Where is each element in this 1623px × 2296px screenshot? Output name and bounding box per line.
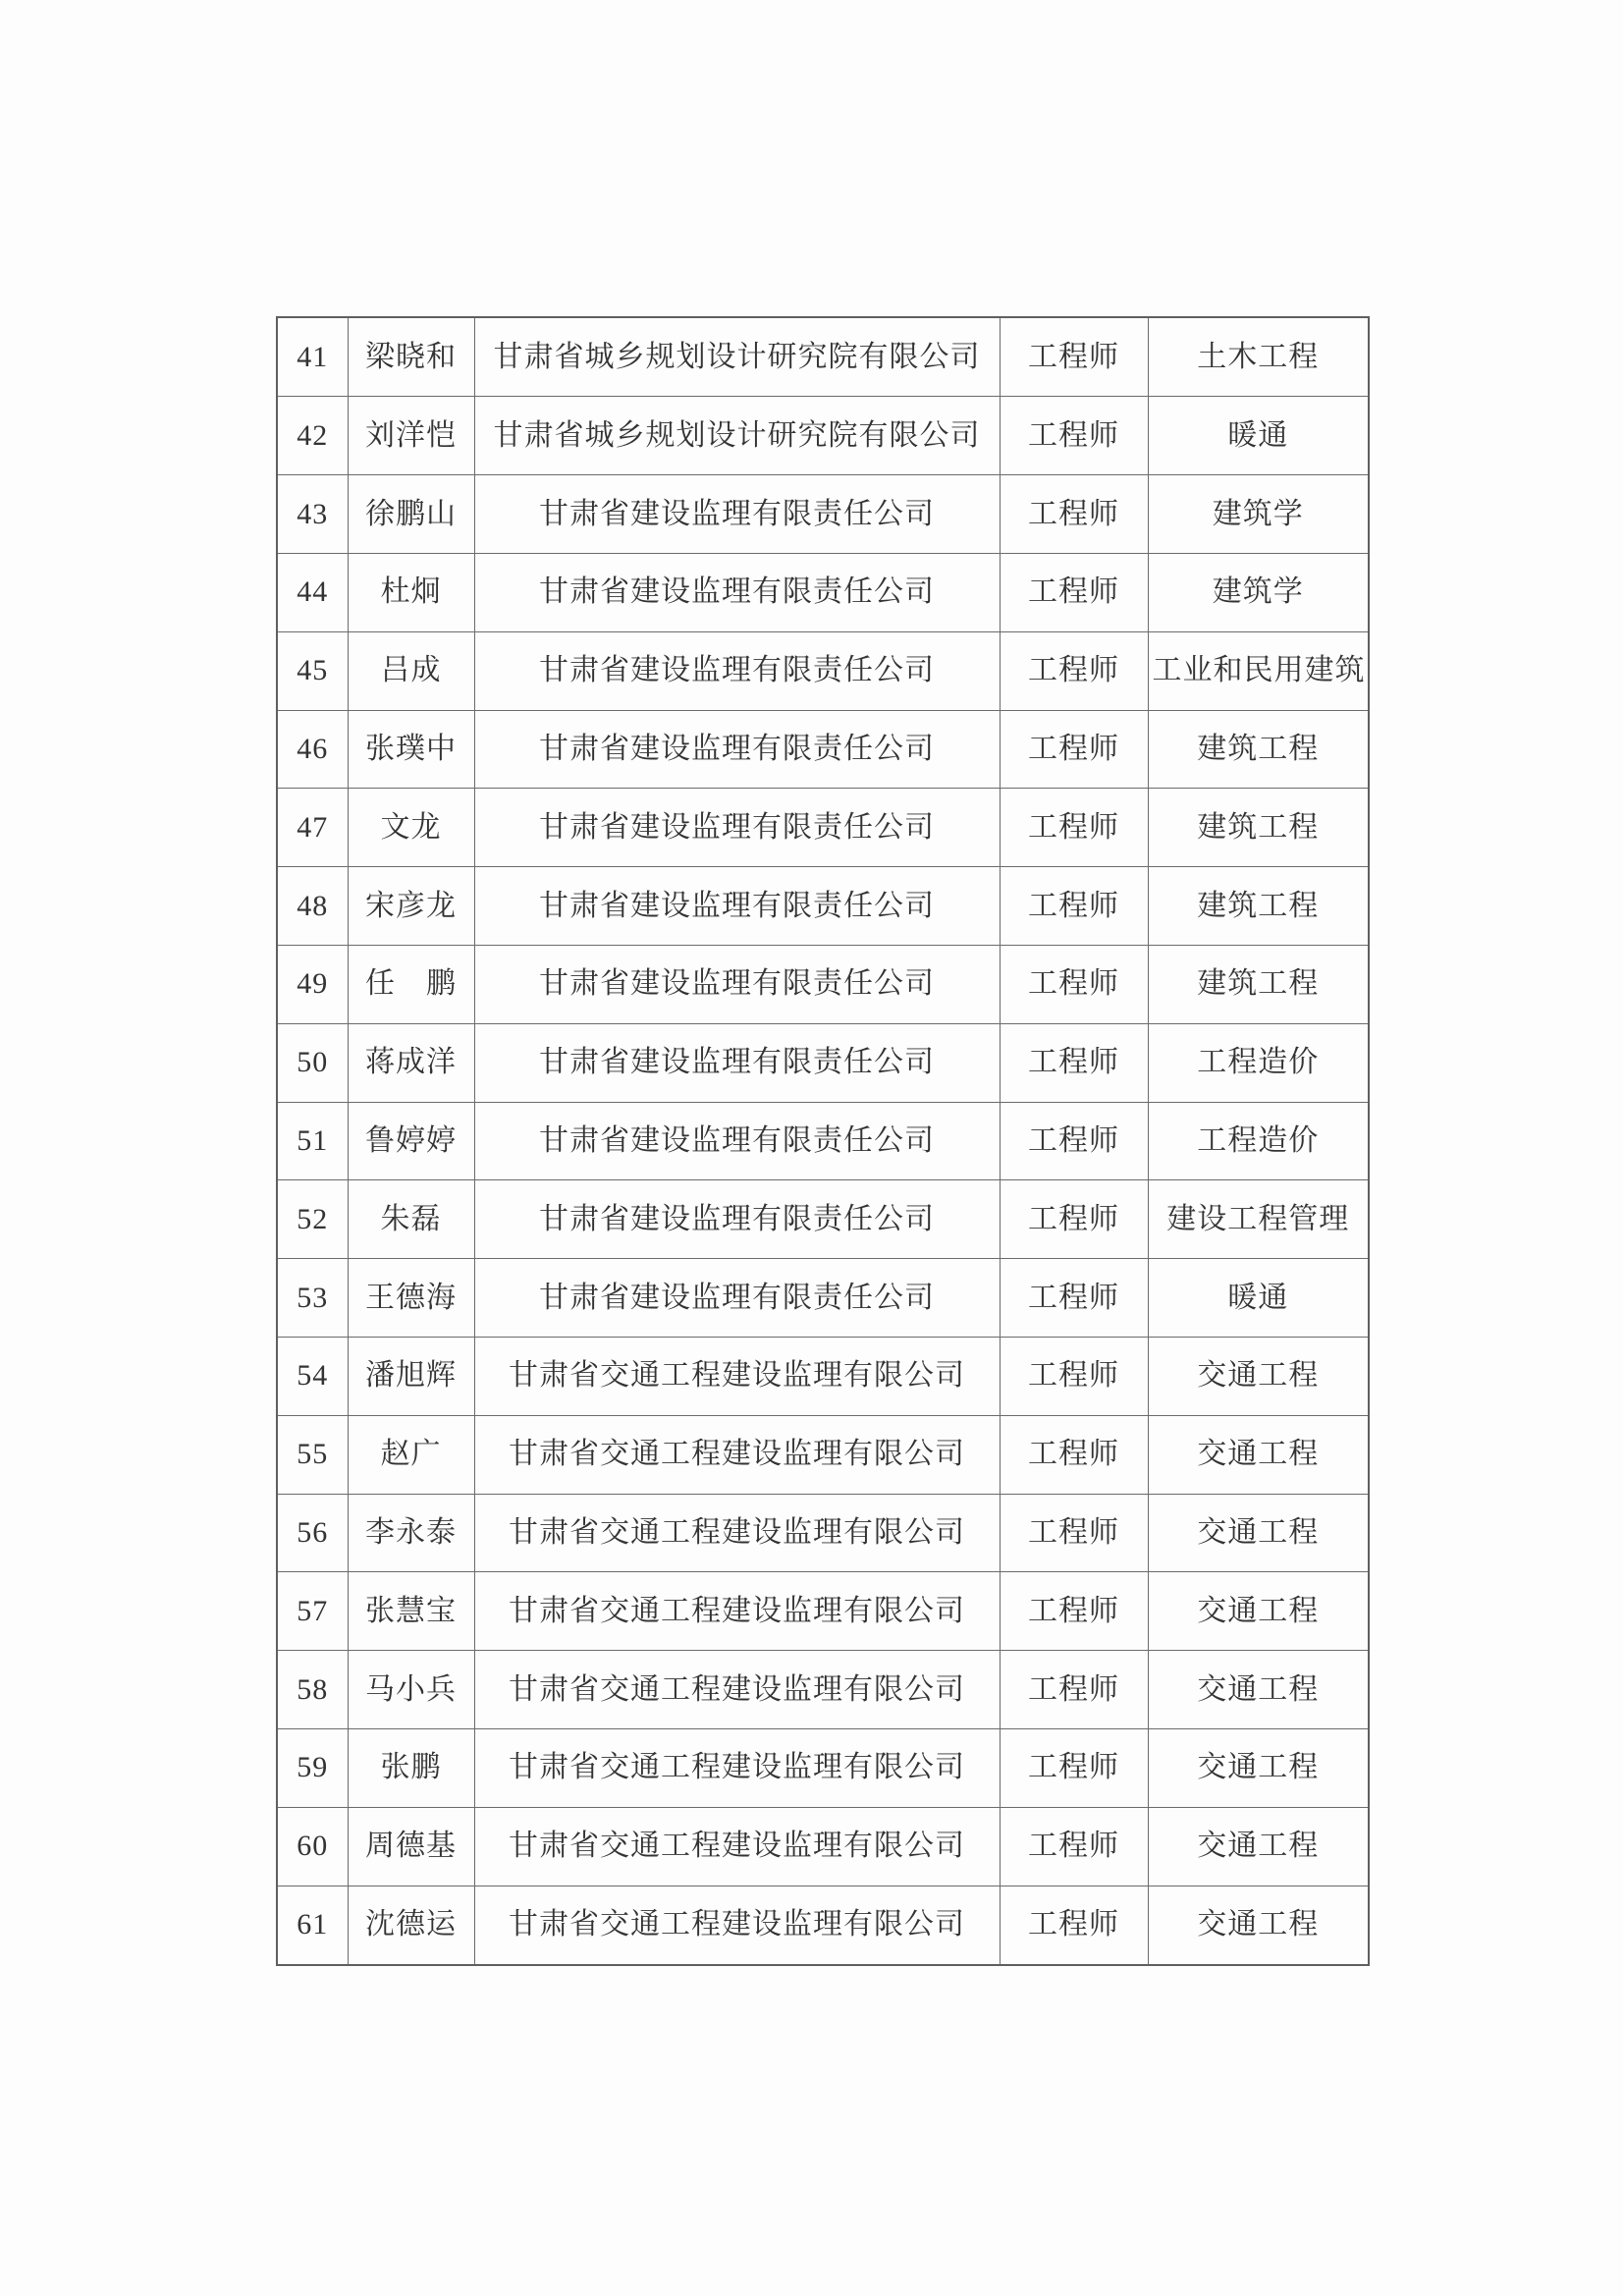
cell-row-number: 51 [277, 1102, 348, 1180]
cell-person-name: 张璞中 [348, 710, 474, 789]
table-row [277, 317, 1369, 397]
cell-company: 甘肃省交通工程建设监理有限公司 [474, 1572, 1000, 1651]
cell-company: 甘肃省建设监理有限责任公司 [474, 1259, 1000, 1338]
cell-company: 甘肃省建设监理有限责任公司 [474, 631, 1000, 710]
cell-row-number: 44 [277, 553, 348, 631]
cell-company: 甘肃省建设监理有限责任公司 [474, 1023, 1000, 1102]
cell-job-title: 工程师 [1000, 631, 1148, 710]
cell-job-title: 工程师 [1000, 317, 1148, 397]
cell-job-title: 工程师 [1000, 1023, 1148, 1102]
cell-company: 甘肃省交通工程建设监理有限公司 [474, 1651, 1000, 1729]
cell-specialty: 工业和民用建筑 [1148, 631, 1369, 710]
cell-company: 甘肃省交通工程建设监理有限公司 [474, 1728, 1000, 1807]
cell-job-title: 工程师 [1000, 710, 1148, 789]
cell-company: 甘肃省交通工程建设监理有限公司 [474, 1494, 1000, 1572]
cell-company: 甘肃省建设监理有限责任公司 [474, 475, 1000, 554]
cell-specialty: 工程造价 [1148, 1023, 1369, 1102]
cell-specialty: 交通工程 [1148, 1728, 1369, 1807]
cell-job-title: 工程师 [1000, 397, 1148, 475]
table-row [277, 631, 1369, 710]
cell-row-number: 48 [277, 867, 348, 946]
cell-job-title: 工程师 [1000, 1259, 1148, 1338]
cell-company: 甘肃省建设监理有限责任公司 [474, 1180, 1000, 1259]
table-row [277, 1102, 1369, 1180]
cell-specialty: 建筑工程 [1148, 867, 1369, 946]
cell-company: 甘肃省建设监理有限责任公司 [474, 945, 1000, 1023]
cell-specialty: 交通工程 [1148, 1886, 1369, 1965]
cell-specialty: 建筑学 [1148, 475, 1369, 554]
cell-specialty: 建设工程管理 [1148, 1180, 1369, 1259]
cell-person-name: 潘旭辉 [348, 1337, 474, 1415]
cell-job-title: 工程师 [1000, 1180, 1148, 1259]
cell-specialty: 建筑工程 [1148, 710, 1369, 789]
cell-row-number: 60 [277, 1807, 348, 1886]
cell-person-name: 赵广 [348, 1415, 474, 1494]
roster-table [276, 316, 1370, 1966]
table-row [277, 475, 1369, 554]
cell-company: 甘肃省建设监理有限责任公司 [474, 1102, 1000, 1180]
cell-row-number: 52 [277, 1180, 348, 1259]
cell-row-number: 57 [277, 1572, 348, 1651]
cell-company: 甘肃省交通工程建设监理有限公司 [474, 1886, 1000, 1965]
cell-job-title: 工程师 [1000, 553, 1148, 631]
cell-person-name: 朱磊 [348, 1180, 474, 1259]
table-row [277, 945, 1369, 1023]
cell-specialty: 交通工程 [1148, 1807, 1369, 1886]
cell-specialty: 交通工程 [1148, 1415, 1369, 1494]
cell-row-number: 56 [277, 1494, 348, 1572]
cell-job-title: 工程师 [1000, 945, 1148, 1023]
table-row [277, 553, 1369, 631]
table-row [277, 1807, 1369, 1886]
table-row [277, 867, 1369, 946]
cell-job-title: 工程师 [1000, 789, 1148, 867]
table-row [277, 710, 1369, 789]
cell-company: 甘肃省建设监理有限责任公司 [474, 789, 1000, 867]
cell-row-number: 45 [277, 631, 348, 710]
cell-specialty: 建筑工程 [1148, 789, 1369, 867]
cell-job-title: 工程师 [1000, 1415, 1148, 1494]
cell-specialty: 暖通 [1148, 397, 1369, 475]
cell-job-title: 工程师 [1000, 1102, 1148, 1180]
cell-person-name: 徐鹏山 [348, 475, 474, 554]
cell-person-name: 蒋成洋 [348, 1023, 474, 1102]
table-row [277, 1572, 1369, 1651]
cell-company: 甘肃省建设监理有限责任公司 [474, 710, 1000, 789]
cell-person-name: 文龙 [348, 789, 474, 867]
cell-person-name: 沈德运 [348, 1886, 474, 1965]
cell-company: 甘肃省交通工程建设监理有限公司 [474, 1807, 1000, 1886]
cell-specialty: 建筑学 [1148, 553, 1369, 631]
cell-row-number: 49 [277, 945, 348, 1023]
cell-specialty: 建筑工程 [1148, 945, 1369, 1023]
cell-row-number: 41 [277, 317, 348, 397]
cell-person-name: 王德海 [348, 1259, 474, 1338]
cell-person-name: 任 鹏 [348, 945, 474, 1023]
cell-row-number: 50 [277, 1023, 348, 1102]
table-row [277, 1728, 1369, 1807]
cell-row-number: 46 [277, 710, 348, 789]
cell-row-number: 53 [277, 1259, 348, 1338]
cell-company: 甘肃省城乡规划设计研究院有限公司 [474, 317, 1000, 397]
cell-specialty: 交通工程 [1148, 1337, 1369, 1415]
cell-company: 甘肃省建设监理有限责任公司 [474, 553, 1000, 631]
cell-company: 甘肃省建设监理有限责任公司 [474, 867, 1000, 946]
cell-job-title: 工程师 [1000, 867, 1148, 946]
cell-specialty: 交通工程 [1148, 1651, 1369, 1729]
table-row [277, 1886, 1369, 1965]
cell-specialty: 土木工程 [1148, 317, 1369, 397]
cell-row-number: 61 [277, 1886, 348, 1965]
cell-row-number: 54 [277, 1337, 348, 1415]
cell-person-name: 梁晓和 [348, 317, 474, 397]
cell-person-name: 宋彦龙 [348, 867, 474, 946]
cell-company: 甘肃省交通工程建设监理有限公司 [474, 1337, 1000, 1415]
table-row [277, 397, 1369, 475]
cell-person-name: 杜炯 [348, 553, 474, 631]
cell-person-name: 张慧宝 [348, 1572, 474, 1651]
cell-person-name: 周德基 [348, 1807, 474, 1886]
cell-job-title: 工程师 [1000, 1651, 1148, 1729]
cell-row-number: 58 [277, 1651, 348, 1729]
cell-person-name: 鲁婷婷 [348, 1102, 474, 1180]
cell-row-number: 43 [277, 475, 348, 554]
cell-specialty: 工程造价 [1148, 1102, 1369, 1180]
cell-specialty: 暖通 [1148, 1259, 1369, 1338]
cell-row-number: 59 [277, 1728, 348, 1807]
cell-company: 甘肃省交通工程建设监理有限公司 [474, 1415, 1000, 1494]
cell-person-name: 张鹏 [348, 1728, 474, 1807]
cell-job-title: 工程师 [1000, 1337, 1148, 1415]
cell-job-title: 工程师 [1000, 1494, 1148, 1572]
cell-job-title: 工程师 [1000, 1728, 1148, 1807]
cell-specialty: 交通工程 [1148, 1494, 1369, 1572]
roster-table-body [277, 317, 1369, 1965]
table-row [277, 1023, 1369, 1102]
cell-row-number: 47 [277, 789, 348, 867]
cell-person-name: 李永泰 [348, 1494, 474, 1572]
cell-job-title: 工程师 [1000, 1886, 1148, 1965]
cell-job-title: 工程师 [1000, 475, 1148, 554]
table-row [277, 789, 1369, 867]
table-row [277, 1337, 1369, 1415]
cell-person-name: 刘洋恺 [348, 397, 474, 475]
cell-person-name: 吕成 [348, 631, 474, 710]
cell-job-title: 工程师 [1000, 1807, 1148, 1886]
table-row [277, 1180, 1369, 1259]
cell-person-name: 马小兵 [348, 1651, 474, 1729]
table-row [277, 1259, 1369, 1338]
table-row [277, 1494, 1369, 1572]
cell-job-title: 工程师 [1000, 1572, 1148, 1651]
cell-company: 甘肃省城乡规划设计研究院有限公司 [474, 397, 1000, 475]
table-row [277, 1651, 1369, 1729]
cell-row-number: 55 [277, 1415, 348, 1494]
table-row [277, 1415, 1369, 1494]
cell-row-number: 42 [277, 397, 348, 475]
cell-specialty: 交通工程 [1148, 1572, 1369, 1651]
